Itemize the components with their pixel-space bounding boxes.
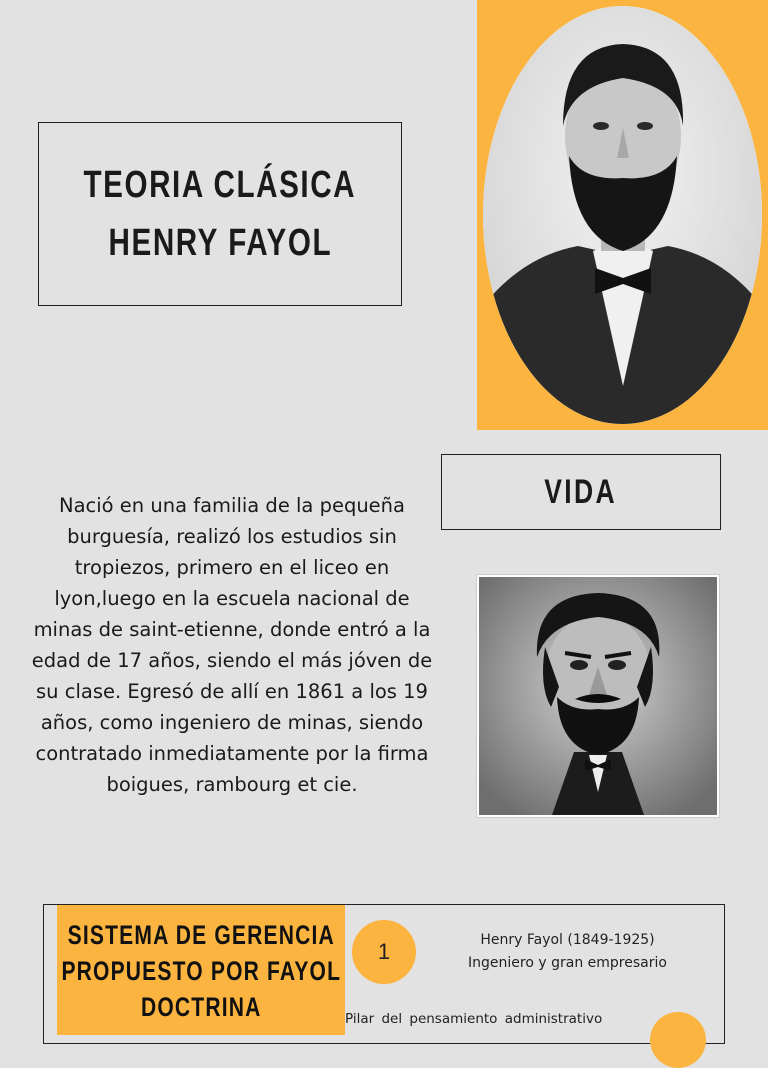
step-number-badge: 1 <box>352 920 416 984</box>
portrait-illustration <box>483 6 762 424</box>
sistema-heading-line-1: SISTEMA DE GERENCIA <box>67 920 335 950</box>
sistema-heading-line-2: PROPUESTO POR FAYOL <box>61 956 341 986</box>
sistema-heading-line-3: DOCTRINA <box>140 992 262 1022</box>
pilar-text: Pilar del pensamiento administrativo <box>345 1011 603 1027</box>
fayol-role: Ingeniero y gran empresario <box>468 955 667 971</box>
portrait-frame <box>477 0 768 430</box>
biography-text: Nació en una familia de la pequeña burguesía, realizó los estudios sin tropiezos, primero en el liceo en lyon,luego en la escuela nacional de minas de saint-etienne, donde entró a la edad de 17 años, siendo el más jóven de su clase. Egresó de allí en 1861 a los 19 años, como ingeniero de minas, siendo contratado inmediatamente por la firma boigues, rambourg et cie. <box>31 494 433 796</box>
vida-heading-box <box>441 454 721 530</box>
fayol-info <box>420 929 715 975</box>
title-box <box>38 122 402 306</box>
caricature-image <box>476 574 720 818</box>
page-title-line-1: TEORIA CLÁSICA <box>83 164 357 206</box>
caricature-illustration <box>479 577 717 815</box>
step-number-badge-2 <box>650 1012 706 1068</box>
sistema-heading-box <box>57 905 345 1035</box>
page-title-line-2: HENRY FAYOL <box>108 222 332 264</box>
portrait-photo <box>483 6 762 424</box>
fayol-name-dates: Henry Fayol (1849-1925) <box>480 932 655 948</box>
section-heading: VIDA <box>544 472 618 511</box>
